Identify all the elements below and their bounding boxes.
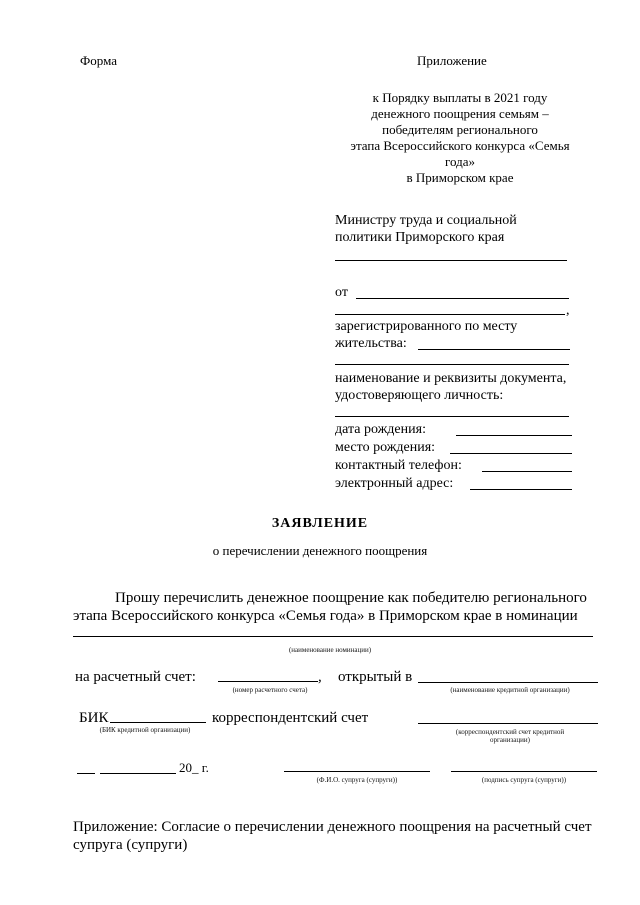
- account-caption: (номер расчетного счета): [232, 686, 308, 694]
- appendix-line: к Порядку выплаты в 2021 году: [372, 90, 548, 105]
- bik-label: БИК: [79, 710, 109, 726]
- birth-date-label: дата рождения:: [335, 422, 426, 437]
- addressee-line: политики Приморского края: [335, 230, 505, 245]
- document-line-field[interactable]: [335, 416, 569, 417]
- appendix-line: в Приморском крае: [406, 170, 514, 185]
- form-label: Форма: [80, 53, 117, 68]
- spouse-signature-caption: (подпись супруга (супруги)): [481, 776, 567, 784]
- appendix-line: года»: [444, 154, 476, 169]
- date-year-suffix: 20_ г.: [179, 760, 209, 775]
- from-name-line-2[interactable]: [335, 314, 565, 315]
- account-label: на расчетный счет:: [75, 669, 196, 685]
- bik-caption: (БИК кредитной организации): [99, 726, 191, 734]
- residence-line-2[interactable]: [335, 364, 569, 365]
- registered-block: [335, 318, 517, 352]
- appendix-block: [320, 90, 600, 186]
- corr-caption-line: организации): [490, 736, 530, 744]
- appendix-title: Приложение: [417, 53, 487, 68]
- addressee-line: Министру труда и социальной: [335, 213, 517, 228]
- nomination-line[interactable]: [73, 636, 593, 637]
- phone-line[interactable]: [482, 471, 572, 472]
- bank-caption: (наименование кредитной организации): [450, 686, 570, 694]
- document-line: наименование и реквизиты документа,: [335, 371, 567, 386]
- registered-line: зарегистрированного по месту: [335, 319, 518, 334]
- email-line[interactable]: [470, 489, 572, 490]
- bank-name-line[interactable]: [418, 682, 598, 683]
- corr-account-line[interactable]: [418, 723, 598, 724]
- nomination-caption: (наименование номинации): [288, 646, 372, 654]
- document-block: [335, 370, 566, 404]
- corr-caption: [425, 728, 595, 744]
- phone-label: контактный телефон:: [335, 458, 462, 473]
- from-comma: ,: [566, 303, 570, 318]
- date-day-line[interactable]: [77, 773, 95, 774]
- addressee-extra-line: [335, 260, 567, 261]
- email-label: электронный адрес:: [335, 476, 454, 491]
- spouse-name-caption: (Ф.И.О. супруга (супруги)): [316, 776, 398, 784]
- registered-line: жительства:: [335, 336, 407, 351]
- document-subtitle: о перечислении денежного поощрения: [212, 543, 428, 558]
- from-label: от: [335, 285, 348, 300]
- corr-caption-line: (корреспондентский счет кредитной: [455, 728, 565, 736]
- document-line: удостоверяющего личность:: [335, 388, 504, 403]
- opened-in-label: открытый в: [338, 669, 413, 685]
- residence-line[interactable]: [418, 349, 570, 350]
- document-title: ЗАЯВЛЕНИЕ: [271, 516, 369, 531]
- addressee-block: [335, 212, 517, 246]
- from-name-line[interactable]: [356, 298, 569, 299]
- account-number-line[interactable]: [218, 681, 318, 682]
- attachment-line: супруга (супруги): [73, 837, 188, 853]
- appendix-line: победителям регионального: [382, 122, 538, 137]
- bik-line[interactable]: [110, 722, 206, 723]
- appendix-line: денежного поощрения семьям –: [371, 106, 549, 121]
- body-line-1: Прошу перечислить денежное поощрение как победителю регионального: [115, 590, 587, 606]
- spouse-name-line[interactable]: [284, 771, 430, 772]
- birth-place-line[interactable]: [450, 453, 572, 454]
- date-month-line[interactable]: [100, 773, 176, 774]
- corr-account-label: корреспондентский счет: [212, 710, 369, 726]
- birth-date-line[interactable]: [456, 435, 572, 436]
- spouse-signature-line[interactable]: [451, 771, 597, 772]
- birth-place-label: место рождения:: [335, 440, 436, 455]
- appendix-line: этапа Всероссийского конкурса «Семья: [350, 138, 570, 153]
- account-comma: ,: [318, 669, 322, 685]
- body-line-2: этапа Всероссийского конкурса «Семья года» в Приморском крае в номинации: [73, 608, 578, 624]
- attachment-block: [73, 818, 592, 854]
- attachment-line: Приложение: Согласие о перечислении денежного поощрения на расчетный счет: [73, 819, 592, 835]
